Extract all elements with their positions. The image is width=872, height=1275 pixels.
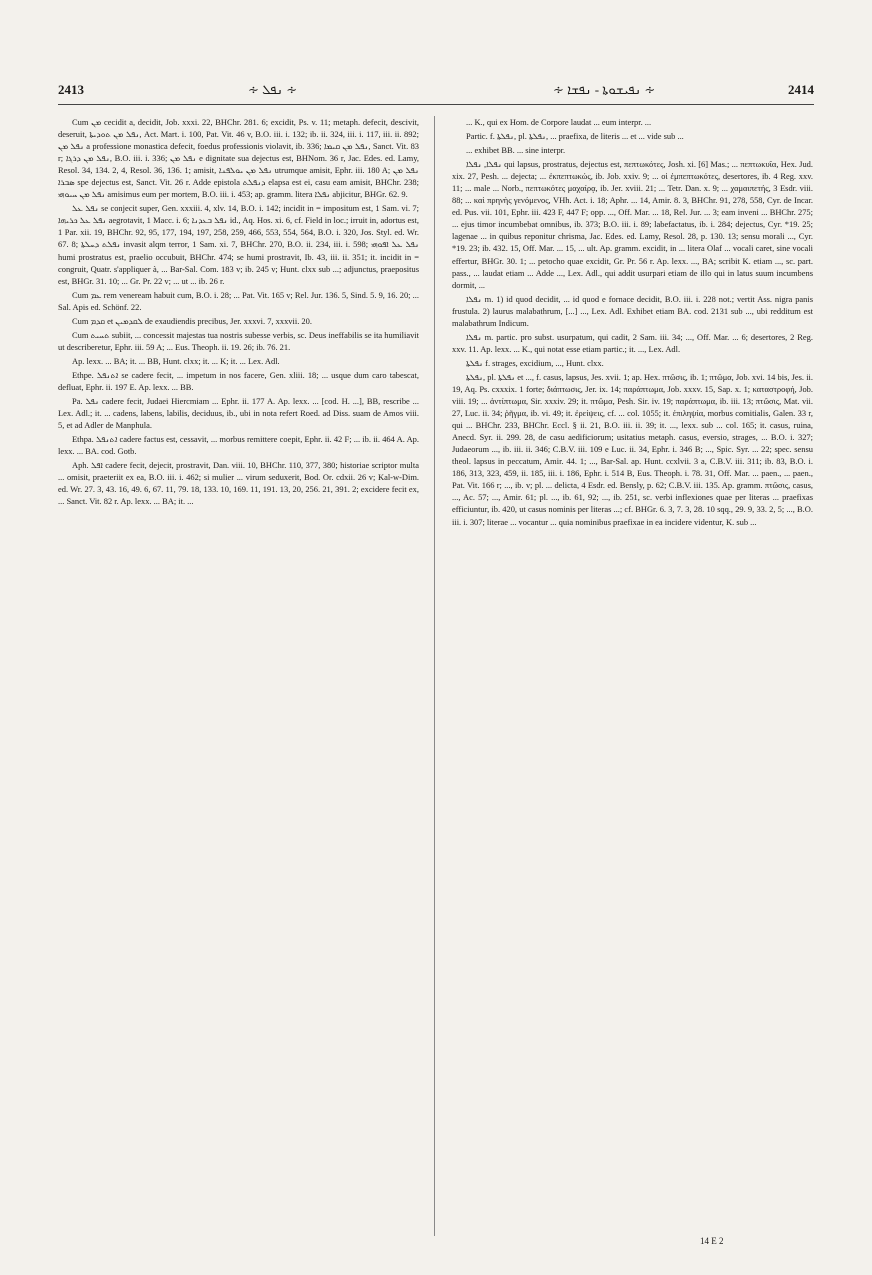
right-column: [452, 116, 813, 1236]
header-rule: [58, 104, 814, 105]
entry-paragraph: ... exhibet BB. ... sine interpr.: [466, 145, 566, 156]
column-divider: [434, 116, 435, 1236]
entry-paragraph: Partic. f. ܢܦܠܬܐ, pl. ܢܦܠܬܐ, ... praefixa, de literis ... et ... vide sub ...: [466, 131, 684, 142]
running-title-right: ∻ ܢܦܝܫܘܬܐ - ܢܦܫܐ ∻: [553, 82, 656, 97]
entry-paragraph: Ethpe. ܐܬܢܦܠ se cadere fecit, ... impetum in nos facere, Gen. xliii. 18; ... usque dum caro tabescat, defluat, Ephr. ii. 197 E. Ap. lexx. ... BB.: [58, 369, 419, 392]
entry-paragraph: ܢܦܠܐ m. 1) id quod decidit, ... id quod e fornace decidit, B.O. iii. i. 228 not.; vertit Ass. nigra panis frustula. 2) laurus malabathrum, [...] ..., Lex. Adl. Exhibet etiam BA. cod. 2131 sub ..., ubi redditum est malabathrum Indicum.: [452, 293, 813, 328]
entry-paragraph: Pa. ܢܦܠ cadere fecit, Judaei Hiercmiam ... Ephr. ii. 177 A. Ap. lexx. ... [cod. H. ...], BB, rescribe ... Lex. Adl.; it. ... cadens, labens, labilis, deciduus, ib., ubi in nota refert Roed. ad Diss. suam de Amos viii. 5, et ad Adler de Manphula.: [58, 396, 419, 431]
entry-paragraph: ܢܦܠܐ, ܢܦܠܐ qui lapsus, prostratus, dejectus est, πεπτωκότες, Josh. xi. [6] Mas.; ... πεπτωκυῖα, Hex. Jud. xix. 27, Pesh. ... dejecta; ... ἐκπεπτωκώς, ib. Job. xxiv. 9; ... οἱ ἐμπεπτωκότες, desertores, ib. 4 Reg. xxv. 11; ... male ... Norb., πεπτωκότες μαχαίρᾳ, ib. Jer. xviii. 21; ... Tetr. Dan. x. 9; ... χαμαιπετής, 3 Esdr. viii. 88; ... καὶ πρηνὴς γενόμενος, VHh. Act. i. 18; Aphr. ... 14, Amir. 8. 3, BHChr. 91, 278, 558, Cyr. de Incar. ed. Pus. vii. 101, Ephr. iii. 423 F, 447 F; opp. ..., Off. Mar. ... 18, Rel. Jur. ... 3; eam inveni ... BHChr. 275; ... ejus timor incumbebat omnibus, ib. 373; B.O. iii. i. 89; labefactatus, ib. i. 284; dejectus, Cyr. *19. 25; lagenae ... in quibus reponitur chrisma, Jac. Edes. ed. Lamy, Resol. 28, p. 130. 13; sensu morali ..., Cyr. *19. 23; ib. 432. 15, Off. Mar. ... 15, ... ult. Ap. gramm. excidit, in ... litera Olaf ... vocali caret, sine vocali effertur, BHGr. 30. 1; ... petocho quae excidit, Gr. Pr. 56 r. Ap. lexx. ..., BA; scribit K. etiam ..., sc. part. pass., ... laudat etiam ... Adde ..., Lex. Adl., qui addit usurpari etiam de illo qui in latus suum incumbens dormit, ...: [452, 159, 813, 290]
left-column: [58, 116, 419, 1236]
entry-paragraph: Aph. ܐܦܠ cadere fecit, dejecit, prostravit, Dan. viii. 10, BHChr. 110, 377, 380; historiae scriptor multa ... omisit, praeteriit ex ea, B.O. iii. i. 462; si mulier ... virum seduxerit, Bod. Or. cdxii. 26 v; Kal-w-Dim. ed. Wr. 27. 3, 43. 16, 49. 6, 67. 11, 79. 18, 133. 10, 169. 11, 191. 13, 20, 256. 21, 391. 2; excidere fecit ex, ... Sanct. Vit. 82 r. Ap. lexx. ... BA; it. ...: [58, 460, 419, 507]
entry-paragraph: ... K., qui ex Hom. de Corpore laudat ... eum interpr. ...: [466, 117, 652, 127]
page-number-left: 2413: [58, 82, 84, 97]
signature-mark: 14 E 2: [700, 1236, 724, 1246]
entry-paragraph: ܢܦܠ ܥܠ se conjecit super, Gen. xxxiii. 4, xlv. 14, B.O. i. 142; incidit in = impositum est, 1 Sam. vi. 7; ܢܦܠ ܥܠ ܟܪܝܗܐ aegrotavit, 1 Macc. i. 6; ܢܦܠ ܒܥܕܢܐ id., Aq. Hos. xi. 6, cf. Field in loc.; irruit in, adortus est, 1 Par. xii. 19, BHChr. 92, 95, 177, 194, 197, 258, 259, 466, 553, 554, 564, B.O. i. 320, Jos. Styl. ed. Wr. 67. 8; ܢܦܠܬ ܕܚܠܬܐ invasit alqm terror, 1 Sam. xi. 7, BHChr. 270, B.O. ii. 234, iii. i. 598; ܢܦܠ ܥܠ ܐܦܘܗܝ humi prostratus est, praelio occubuit, BHChr. 474; se humi prostravit, Ib. 43, iii. ii. 351; it. incidit in = congruit, Quatr. s'appliquer à, ... Bar-Sal. Com. 183 v; ib. 245 v; Hunt. clxx sub ...; adjunctus, praepositus est, BHGr. 31. 10; ... Gr. Pr. 22 v; ... ut ... ib. 26 r.: [58, 203, 419, 286]
entry-paragraph: Cum ܥܡ rem veneream habuit cum, B.O. i. 28; ... Pat. Vit. 165 v; Rel. Jur. 136. 5, Sind. 5. 9, 16. 20; ... Sal. Apis ed. Schönf. 22.: [58, 289, 419, 312]
running-title-left: ∻ ܢܦܠ ∻: [248, 82, 298, 97]
entry-paragraph: Ethpa. ܐܬܢܦܠ cadere factus est, cessavit, ... morbus remittere coepit, Ephr. ii. 42 F; ... ib. ii. 464 A. Ap. lexx. ... BA. cod. Gotb.: [58, 434, 419, 457]
entry-paragraph: ܢܦܠܬܐ, pl. ܢܦܠܬܐ et ..., f. casus, lapsus, Jes. xvii. 1; ap. Hex. πτῶσις, ib. 1; πτῶμα, Job. xvi. 14 bis, Jes. ii. 19, Aq. Ps. cxxxix. 1 forte; διάπτωσις, Jer. ix. 14; παράπτωμα, Job. xxxv. 15, Sap. x. 1; καταστροφή, Job. viii. 19; ... ἀντίπτωμα, Sir. xxxiv. 29; it. πτῶμα, Pesh. Sir. iv. 19; παράπτωμα, ib. iii. 13; πτῶσις, Mat. vii. 27, Luc. ii. 34; ῥῆγμα, ib. vi. 49; it. ἐρείψεις, cf. ... col. 1055; it. ἐπιληψία, morbus comitialis, Galen. 33 r, qui ... BHChr. 233, BHChr. Eccl. § ii. 21, B.O. iii. ii. 39; it. ..., lexx. sub ... col. 165; it. casus, ruina, Anecd. Syr. ii. 299. 28, de casu aedificiorum; usitatius metaph. casus, eversio, strages, ... B.O. i. 327; Judaeorum ..., ib. iii. ii. 346; C.B.V. iii. 109 e Luc. ii. 34, Ephr. i. 346 B; ..., Spic. Syr. ... 22; spec. sensu theol. lapsus in peccatum, Amir. 44. 1; ..., Bar-Sal. ap. Hunt. ccxlvii. 3 a, C.B.V. iii. 311; ib. 83, B.O. i. 186, 313, 323, 459, ii. 185, iii. i. 186, Ephr. i. 514 B, Eus. Theoph. i. 78. 31, Off. Mar. ... paen., ... paen., Pat. Vit. 166 r; ..., ib. v; pl. ... delicta, 4 Esdr. ed. Bensly, p. 62; C.B.V. iii. 135. Ap. gramm. πτῶσις, casus, ..., Ac. 57; ..., Amir. 61; pl. ..., ib. 61, 92; ..., ib. 251, sc. verbi inflexiones quae per literas ... praefixas efficiuntur, ib. 420, ut casus nominis per literas ...; cf. BHGr. 6. 3, 7. 3, 28. 10 sqq., 29. 9, 33. 2, 5; ..., B.O. iii. i. 307; literae ... vocantur ... quia nominibus praefixae in ea incidere videntur, K. sub ...: [452, 371, 813, 527]
entry-paragraph: ܢܦܠܬܐ f. strages, excidium, ..., Hunt. clxx.: [466, 357, 604, 368]
entry-paragraph: ܢܦܠܐ m. partic. pro subst. usurpatum, qui cadit, 2 Sam. iii. 34; ..., Off. Mar. ... 6; desertores, 2 Reg. xxv. 11. Ap. lexx. ... K., qui notat esse etiam partic.; it. ..., Lex. Adl.: [452, 331, 813, 354]
entry-paragraph: Cum ܬܚܝܬ subiit, ... concessit majestas tua nostris subesse verbis, sc. Deus ineffabilis se ita humiliavit ut describeretur, Ephr. iii. 59 A; ... Eus. Theoph. ii. 19. 26; ib. 76. 21.: [58, 329, 419, 352]
entry-paragraph: Cum ܡܢ cecidit a, decidit, Job. xxxi. 22, BHChr. 281. 6; excidit, Ps. v. 11; metaph. defecit, descivit, deseruit, ܢܦܠ ܡܢ ܬܘܕܝܬܐ, Act. Mart. i. 100, Pat. Vit. 46 v, B.O. iii. i. 132; ib. ii. 324, iii. i. 117, iii. ii. 892; ܢܦܠ ܡܢ a professione monastica defecit, foedus professionis violavit, ib. 336; ܢܦܠ ܡܢ ܩܝܡܐ, Sanct. Vit. 83 r; ܢܦܠ ܡܢ ܕܪܓܐ, B.O. iii. i. 336; ܢܦܠ ܡܢ e dignitate sua dejectus est, BHNom. 36 r, Jac. Edes. ed. Lamy, Resol. 34, 134. 2, 4, Resol. 36, 136. 1; amisit, ܢܦܠ ܡܢ ܝܘܠܦܢܐ utrumque amisit, Ephr. iii. 180 A; ܢܦܠ ܡܢ ܣܒܪܐ spe dejectus est, Sanct. Vit. 26 r. Adde epistola ܕܢܦܠܬ elapsa est ei, casu eam amisit, BHChr. 238; ܢܦܠ ܡܢ ܚܝܘܗܝ amisimus eum per mortem, B.O. iii. i. 453; ap. gramm. litera ܢܦܠܐ abjicitur, BHGr. 62. 9.: [58, 117, 419, 200]
entry-paragraph: Ap. lexx. ... BA; it. ... BB, Hunt. clxx; it. ... K; it. ... Lex. Adl.: [72, 355, 280, 366]
entry-paragraph: Cum ܩܕܡ et ܠܩܕܡܝܢ de exaudiendis precibus, Jer. xxxvi. 7, xxxvii. 20.: [72, 315, 312, 326]
page-number-right: 2414: [788, 82, 814, 97]
running-header: [58, 82, 814, 102]
